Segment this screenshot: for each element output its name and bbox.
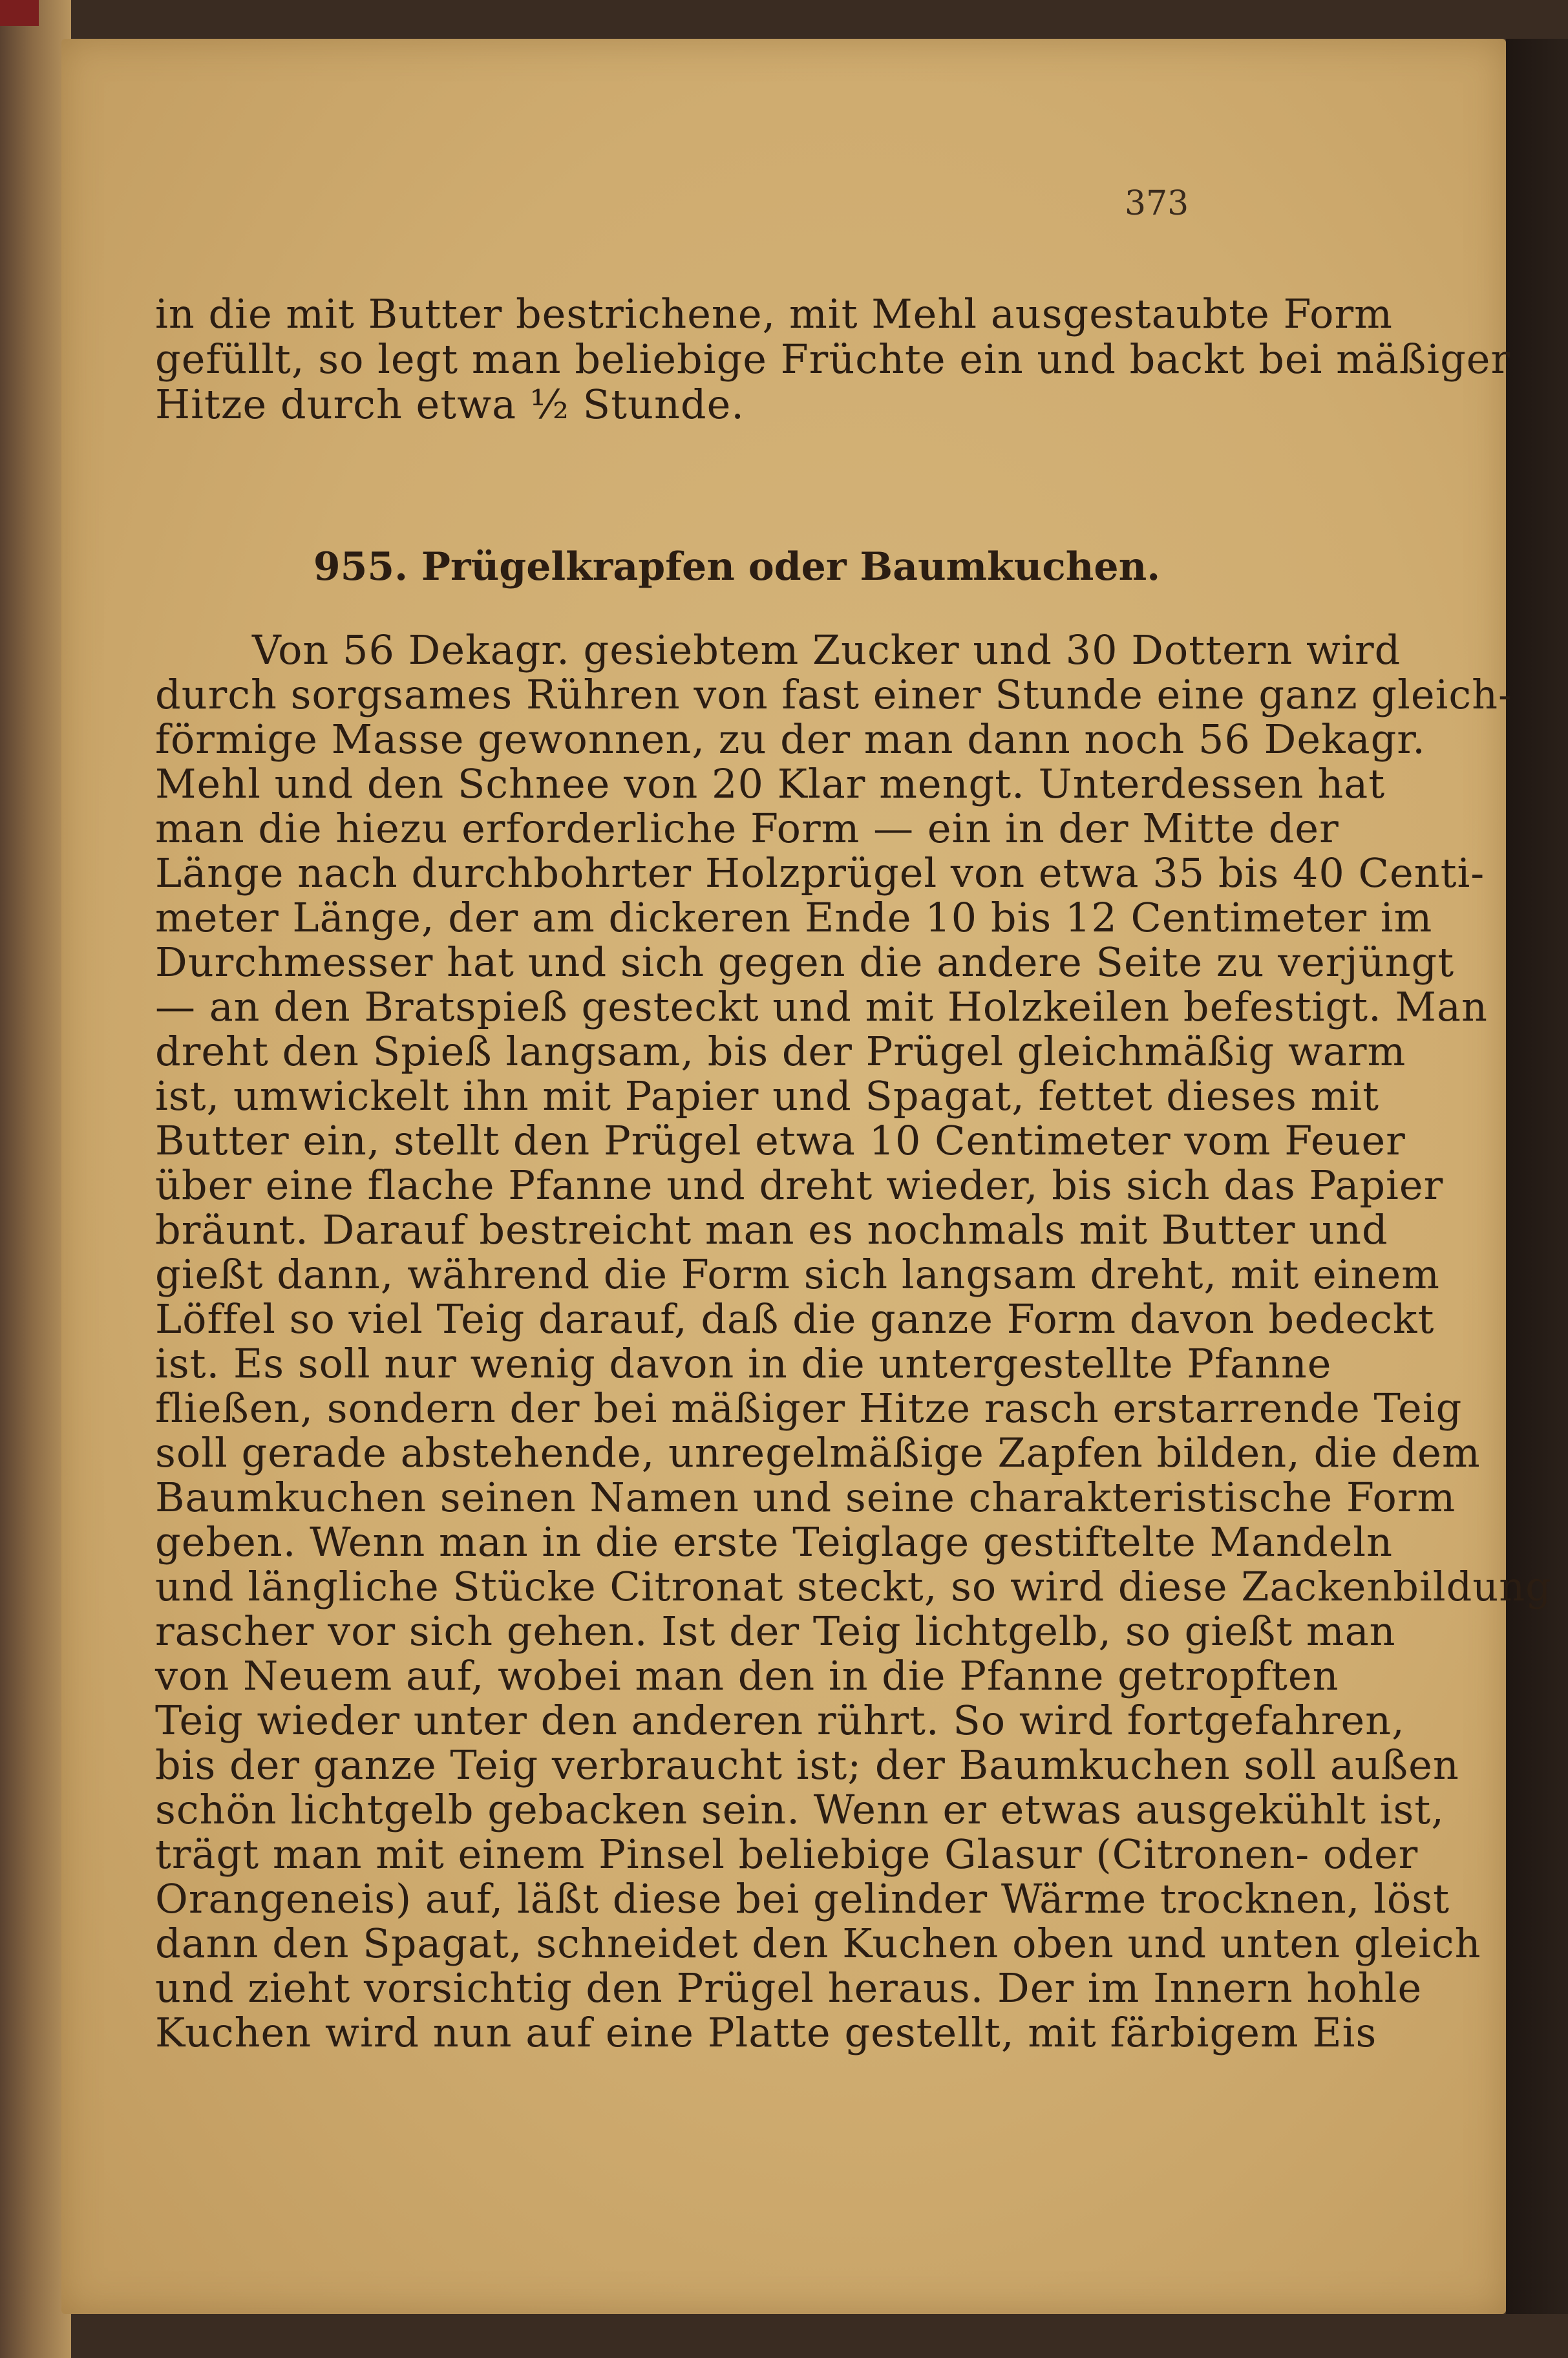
body-line: Durchmesser hat und sich gegen die andere Seite zu verjüngt [155, 939, 1455, 986]
body-line: ist. Es soll nur wenig davon in die untergestellte Pfanne [155, 1340, 1332, 1387]
body-line: ist, umwickelt ihn mit Papier und Spagat, fettet dieses mit [155, 1072, 1380, 1120]
body-line: bräunt. Darauf bestreicht man es nochmals mit Butter und [155, 1206, 1388, 1253]
body-line: meter Länge, der am dickeren Ende 10 bis 12 Centimeter im [155, 894, 1433, 941]
page-dark-edge [1506, 39, 1568, 2314]
spine-red-binding [0, 0, 39, 26]
body-line: Butter ein, stellt den Prügel etwa 10 Centimeter vom Feuer [155, 1117, 1406, 1164]
body-line: soll gerade abstehende, unregelmäßige Zapfen bilden, die dem [155, 1429, 1481, 1476]
body-line: förmige Masse gewonnen, zu der man dann noch 56 Dekagr. [155, 716, 1426, 763]
body-line: Baumkuchen seinen Namen und seine charakteristische Form [155, 1474, 1456, 1521]
paper-page [61, 39, 1552, 2314]
body-line: geben. Wenn man in die erste Teiglage gestiftelte Mandeln [155, 1518, 1393, 1566]
body-line: Länge nach durchbohrter Holzprügel von etwa 35 bis 40 Centi- [155, 849, 1485, 897]
body-line: trägt man mit einem Pinsel beliebige Glasur (Citronen- oder [155, 1831, 1419, 1878]
body-line: und längliche Stücke Citronat steckt, so wird diese Zackenbildung [155, 1563, 1552, 1610]
body-line: Teig wieder unter den anderen rührt. So wird fortgefahren, [155, 1697, 1405, 1744]
recipe-heading: 955. Prügelkrapfen oder Baumkuchen. [313, 544, 1161, 590]
body-line: von Neuem auf, wobei man den in die Pfanne getropften [155, 1652, 1339, 1699]
body-line: dreht den Spieß langsam, bis der Prügel gleichmäßig warm [155, 1028, 1406, 1075]
body-line: über eine flache Pfanne und dreht wieder, bis sich das Papier [155, 1162, 1444, 1209]
body-line: und zieht vorsichtig den Prügel heraus. Der im Innern hohle [155, 1964, 1423, 2012]
book-spine [0, 0, 71, 2358]
body-line: Orangeneis) auf, läßt diese bei gelinder Wärme trocknen, löst [155, 1875, 1450, 1922]
body-line: fließen, sondern der bei mäßiger Hitze rasch erstarrende Teig [155, 1385, 1463, 1432]
body-line: man die hiezu erforderliche Form — ein in der Mitte der [155, 805, 1339, 852]
body-line: Kuchen wird nun auf eine Platte gestellt, mit färbigem Eis [155, 2009, 1377, 2056]
body-line: durch sorgsames Rühren von fast einer Stunde eine ganz gleich- [155, 671, 1513, 718]
body-line: — an den Bratspieß gesteckt und mit Holzkeilen befestigt. Man [155, 983, 1488, 1030]
body-line: Mehl und den Schnee von 20 Klar mengt. Unterdessen hat [155, 760, 1386, 807]
intro-line: gefüllt, so legt man beliebige Früchte ein und backt bei mäßiger [155, 335, 1511, 383]
intro-line: in die mit Butter bestrichene, mit Mehl ausgestaubte Form [155, 290, 1393, 337]
body-line: schön lichtgelb gebacken sein. Wenn er etwas ausgekühlt ist, [155, 1786, 1445, 1833]
page-number: 373 [1125, 184, 1189, 223]
body-line: gießt dann, während die Form sich langsam dreht, mit einem [155, 1251, 1440, 1298]
intro-line: Hitze durch etwa ½ Stunde. [155, 381, 745, 428]
body-line: bis der ganze Teig verbraucht ist; der Baumkuchen soll außen [155, 1741, 1459, 1789]
body-line: dann den Spagat, schneidet den Kuchen oben und unten gleich [155, 1920, 1481, 1967]
body-line: rascher vor sich gehen. Ist der Teig lichtgelb, so gießt man [155, 1608, 1396, 1655]
body-line: Löffel so viel Teig darauf, daß die ganze Form davon bedeckt [155, 1295, 1435, 1343]
body-line: Von 56 Dekagr. gesiebtem Zucker und 30 Dottern wird [252, 626, 1401, 674]
